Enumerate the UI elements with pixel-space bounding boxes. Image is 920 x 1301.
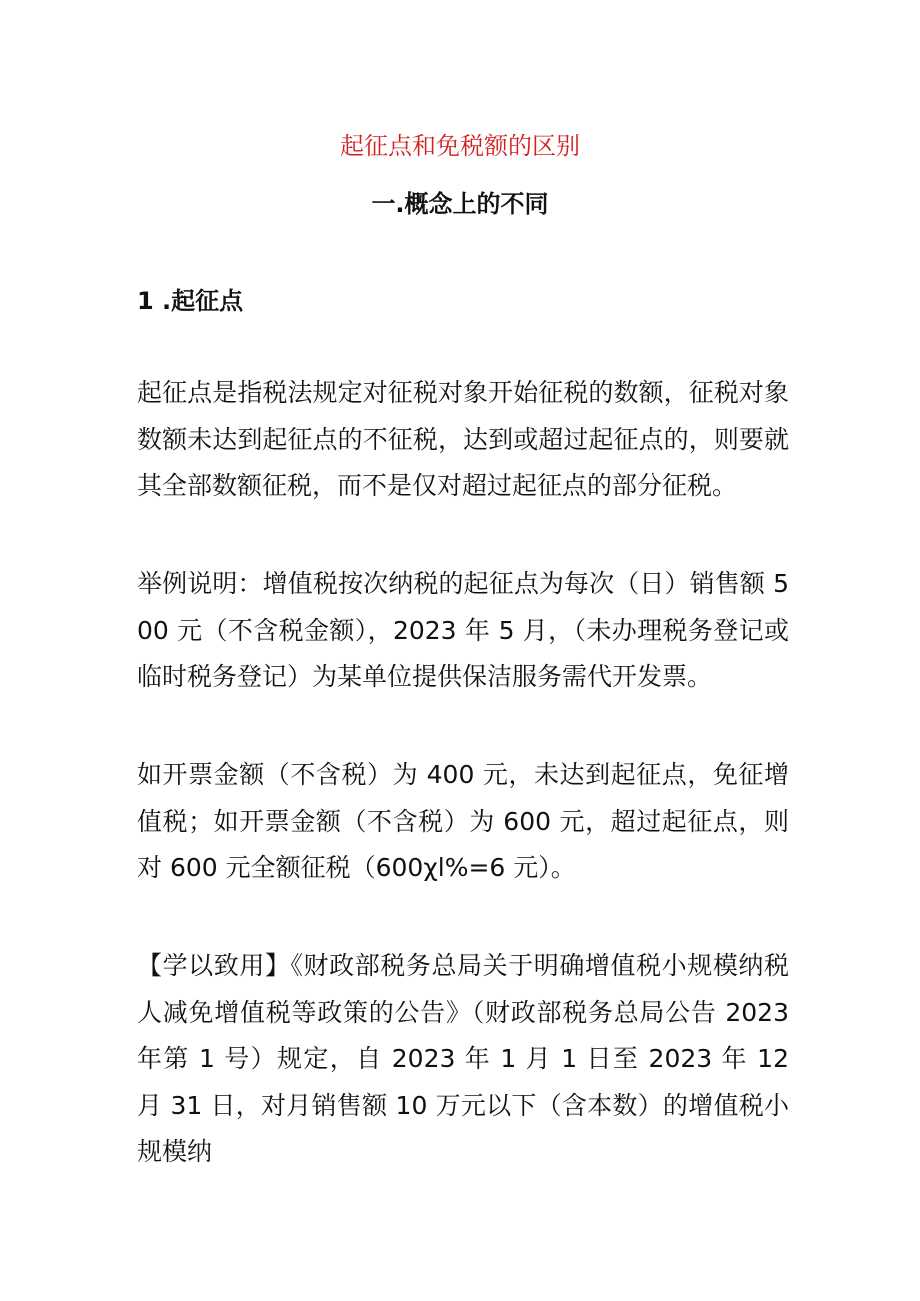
policy-paragraph: 【学以致用】《财政部税务总局关于明确增值税小规模纳税人减免增值税等政策的公告》（财政部税务总局公告 2023 年第 1 号）规定，自 2023 年 1 月 1 日至 2023 年 12 月 31 日，对月销售额 10 万元以下（含本数）的增值税小规模纳 <box>137 951 789 1166</box>
calculation-paragraph: 如开票金额（不含税）为 400 元，未达到起征点，免征增值税；如开票金额（不含税）为 600 元，超过起征点，则对 600 元全额征税（600χl%=6 元）。 <box>137 760 789 882</box>
example-paragraph: 举例说明：增值税按次纳税的起征点为每次（日）销售额 500 元（不含税金额），2023 年 5 月，（未办理税务登记或临时税务登记）为某单位提供保洁服务需代开发票。 <box>137 569 789 691</box>
definition-paragraph: 起征点是指税法规定对征税对象开始征税的数额，征税对象数额未达到起征点的不征税，达到或超过起征点的，则要就其全部数额征税，而不是仅对超过起征点的部分征税。 <box>137 378 789 500</box>
section-heading: 一.概念上的不同 <box>371 190 549 218</box>
document-title: 起征点和免税额的区别 <box>340 132 580 160</box>
subsection-heading: 1 .起征点 <box>137 287 244 315</box>
